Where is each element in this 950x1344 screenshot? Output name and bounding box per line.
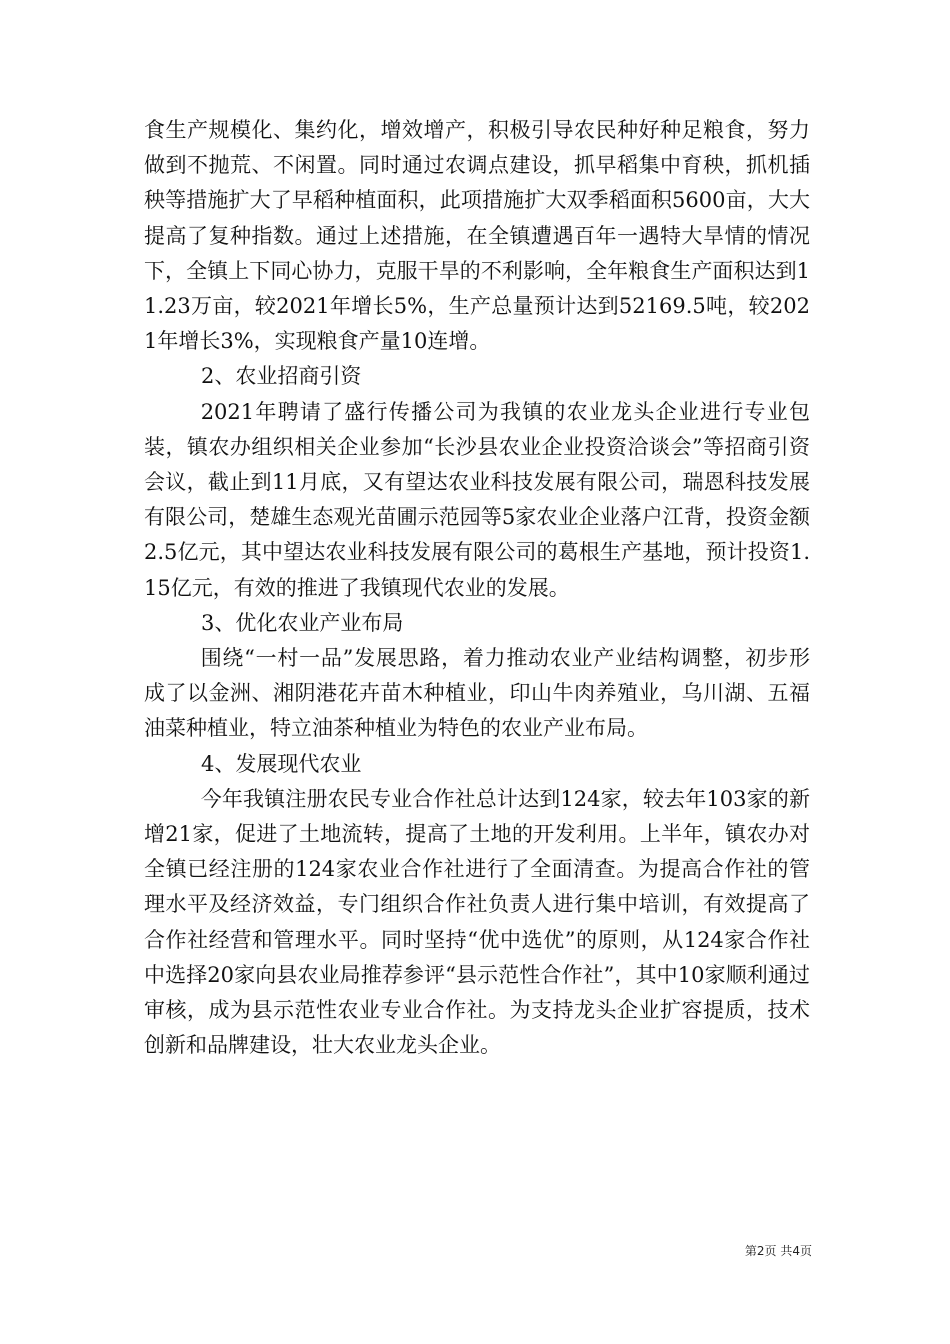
paragraph-modern-agriculture: 今年我镇注册农民专业合作社总计达到124家，较去年103家的新增21家，促进了土地流转，提高了土地的开发利用。上半年，镇农办对全镇已经注册的124家农业合作社进行了全面清查。为提高合作社的管理水平及经济效益，专门组织合作社负责人进行集中培训，有效提高了合作社经营和管理水平。同时坚持“优中选优”的原则，从124家合作社中选择20家向县农业局推荐参评“县示范性合作社”，其中10家顺利通过审核，成为县示范性农业专业合作社。为支持龙头企业扩容提质，技术创新和品牌建设，壮大农业龙头企业。 xyxy=(144,786,810,1058)
paragraph-investment-attraction: 2021年聘请了盛行传播公司为我镇的农业龙头企业进行专业包装，镇农办组织相关企业参加“长沙县农业企业投资洽谈会”等招商引资会议，截止到11月底，又有望达农业科技发展有限公司，瑞恩科技发展有限公司，楚雄生态观光苗圃示范园等5家农业企业落户江背，投资金额2.5亿元，其中望达农业科技发展有限公司的葛根生产基地，预计投资1.15亿元，有效的推进了我镇现代农业的发展。 xyxy=(144,399,810,600)
heading-investment-attraction: 2、农业招商引资 xyxy=(201,364,362,389)
page-number-footer: 第2页 共4页 xyxy=(744,1244,812,1258)
heading-industry-layout: 3、优化农业产业布局 xyxy=(201,610,404,635)
paragraph-industry-layout: 围绕“一村一品”发展思路，着力推动农业产业结构调整，初步形成了以金洲、湘阴港花卉苗木种植业，印山牛肉养殖业，乌川湖、五福油菜种植业，特立油茶种植业为特色的农业产业布局。 xyxy=(144,646,810,741)
document-body xyxy=(144,113,810,1063)
heading-modern-agriculture: 4、发展现代农业 xyxy=(201,751,362,776)
paragraph-grain-production: 食生产规模化、集约化，增效增产，积极引导农民种好种足粮食，努力做到不抛荒、不闲置。同时通过农调点建设，抓早稻集中育秧，抓机插秧等措施扩大了早稻种植面积，此项措施扩大双季稻面积5600亩，大大提高了复种指数。通过上述措施，在全镇遭遇百年一遇特大旱情的情况下，全镇上下同心协力，克服干旱的不利影响，全年粮食生产面积达到11.23万亩，较2021年增长5%，生产总量预计达到52169.5吨，较2021年增长3%，实现粮食产量10连增。 xyxy=(144,118,810,354)
